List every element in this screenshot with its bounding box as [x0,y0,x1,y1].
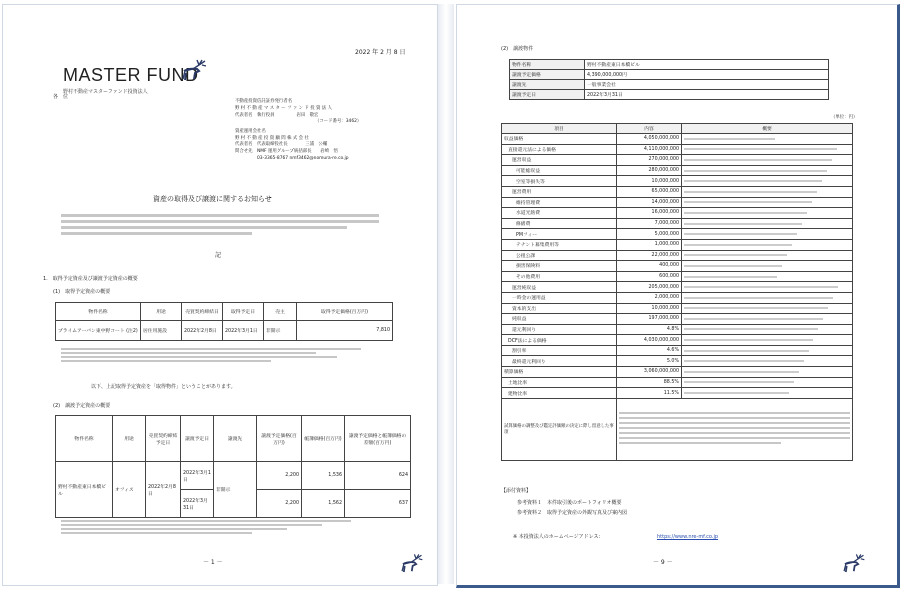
summary-label: 譲渡予定価格 [510,70,585,80]
table1-header: 用途 [141,303,182,321]
table1-header: 物件名称 [56,303,141,321]
summary-label: 譲渡予定日 [510,90,585,100]
overview-placeholder [684,159,832,161]
appraisal-overview [682,356,853,367]
appraisal-header: 概要 [682,124,853,134]
appraisal-value: 65,000,000 [617,186,682,197]
appraisal-row [502,250,853,261]
appraisal-value: 4,110,000,000 [617,144,682,155]
table2-notes [61,520,351,536]
table2-cell: 624 [345,462,411,490]
overview-placeholder [684,265,782,267]
table2-cell: 非開示 [214,462,257,518]
overview-placeholder [684,307,828,309]
appraisal-value: 3,060,000,000 [617,367,682,378]
appraisal-row [502,388,853,399]
appraisal-row [502,377,853,388]
issuer-line: 問合せ先 NMF 運用グループ統括部長 岩崎 悟 [235,149,338,155]
summary-value: 4,390,000,000円 [585,70,829,80]
appraisal-row [502,335,853,346]
appraisal-value: 22,000,000 [617,250,682,261]
appraisal-overview [682,345,853,356]
summary-value: 2022年3月31日 [585,90,829,100]
deer-logo-icon [175,57,209,87]
summary-value: 一般事業会社 [585,80,829,90]
table2-header: 譲渡予定価格と帳簿価格の差額(百万円) [345,416,411,462]
appraisal-item: PMフィー [502,229,617,240]
disposition-property-heading: (2) 譲渡物件 [501,46,534,52]
appraisal-item: 積算価格 [502,367,617,378]
overview-placeholder [684,339,813,341]
appraisal-item: 運営純収益 [502,282,617,293]
appraisal-item: 還元利回り [502,324,617,335]
appraisal-value: 2,000,000 [617,292,682,303]
overview-placeholder [684,328,818,330]
appraisal-row [502,345,853,356]
appraisal-value: 270,000,000 [617,155,682,166]
appraisal-row [502,186,853,197]
appraisal-value: 4.8% [617,324,682,335]
appraisal-value: 16,000,000 [617,208,682,219]
appraisal-overview [682,367,853,378]
appraisal-value: 14,000,000 [617,197,682,208]
appraisal-overview [682,134,853,145]
appraisal-row [502,324,853,335]
appraisal-value: 205,000,000 [617,282,682,293]
table2-cell: 1,536 [302,462,345,490]
appraisal-row [502,218,853,229]
overview-placeholder [684,318,823,320]
appraisal-item: 資本的支出 [502,303,617,314]
overview-placeholder [684,276,777,278]
appraisal-value: 5,000,000 [617,229,682,240]
appraisal-item: DCF法による価格 [502,335,617,346]
appraisal-row [502,165,853,176]
overview-placeholder [684,233,797,235]
table2-header: 譲渡先 [214,416,257,462]
appraisal-row [502,155,853,166]
table2-cell: オフィス [113,462,146,518]
appraisal-item: その他費用 [502,271,617,282]
appraisal-value: 197,000,000 [617,314,682,325]
table2-cell: 野村不動産東日本橋ビル [56,462,113,518]
table1-cell: 7,810 [297,321,393,341]
deer-footer-icon [837,551,867,579]
appraisal-item: 損害保険料 [502,261,617,272]
appraisal-value: 4.6% [617,345,682,356]
appraisal-overview [682,324,853,335]
overview-placeholder [684,254,787,256]
overview-placeholder [684,244,792,246]
document-title: 資産の取得及び譲渡に関するお知らせ [153,195,272,203]
appraisal-item: 公租公課 [502,250,617,261]
appraisal-row [502,208,853,219]
ki-heading: 記 [215,252,222,259]
table1-cell: 非開示 [264,321,297,341]
table1-header: 売主 [264,303,297,321]
table2-header: 売買契約締結予定日 [146,416,181,462]
appraisal-overview [682,303,853,314]
appraisal-row [502,303,853,314]
overview-placeholder [684,191,817,193]
homepage-label: ※ 本投資法人のホームページアドレス： [513,534,604,540]
appraisal-overview [682,186,853,197]
overview-placeholder [684,201,812,203]
appraisal-value: 4,030,000,000 [617,335,682,346]
appraisal-item: 運営収益 [502,155,617,166]
disposition-subheading: (2) 譲渡予定資産の概要 [53,403,111,409]
table2-header: 帳簿価格(百万円) [302,416,345,462]
appraisal-row [502,367,853,378]
appraisal-value: 4,050,000,000 [617,134,682,145]
page-number-right: － 9 － [653,559,673,566]
overview-placeholder [684,212,807,214]
unit-note: （単位：円） [831,115,858,120]
appraisal-overview [682,261,853,272]
issuer-line: 不動産投資信託証券発行者名 [235,99,293,104]
table1-cell: 居住用施設 [141,321,182,341]
appraisal-item: 空室等損失等 [502,176,617,187]
deer-footer-icon [395,551,425,579]
overview-placeholder [684,223,802,225]
addressee: 各 位 [53,94,69,100]
issuer-line: 野 村 不 動 産 投 資 顧 問 株 式 会 社 [235,135,309,141]
table2-cell: 2,200 [257,462,302,490]
appraisal-row [502,292,853,303]
summary-label: 譲渡先 [510,80,585,90]
appraisal-value: 600,000 [617,271,682,282]
appraisal-overview [682,388,853,399]
table2-cell: 2022年3月1日 [181,462,214,490]
appraisal-item: テナント募集費用等 [502,239,617,250]
table1-notes [61,348,361,364]
appraisal-value: 5.0% [617,356,682,367]
attachments-heading: 【添付資料】 [501,488,532,494]
appraisal-item: 割引率 [502,345,617,356]
table2-cell: 1,562 [302,490,345,518]
overview-placeholder [684,170,827,172]
homepage-link[interactable]: https://www.nre-mf.co.jp [657,534,719,540]
appraisal-overview [682,229,853,240]
appraisal-row [502,176,853,187]
table1-header: 売買契約締結日 [182,303,223,321]
appraisal-overview [682,282,853,293]
overview-placeholder [684,371,799,373]
issuer-line: 代表者名 執行役員 岩田 敬宏 [235,112,319,118]
appraisal-overview [682,239,853,250]
appraisal-overview [682,377,853,388]
overview-placeholder [684,297,833,299]
disposition-table [55,415,411,518]
appraisal-header: 項目 [502,124,617,134]
summary-label: 物件名称 [510,60,585,70]
appraisal-overview [682,335,853,346]
summary-value: 野村不動産東日本橋ビル [585,60,829,70]
acquisition-note: 以下、上記取得予定資産を「取得物件」ということがあります。 [91,384,236,390]
page-number-left: － 1 － [203,559,223,566]
page-gutter [438,4,454,584]
table2-cell: 2022年2月8日 [146,462,181,518]
overview-placeholder [684,180,822,182]
appraisal-item: 土地比率 [502,377,617,388]
overview-placeholder [684,350,809,352]
appraisal-item: 純収益 [502,314,617,325]
issuer-line: 野 村 不 動 産 マ ス タ ー フ ァ ン ド 投 資 法 人 [235,105,332,111]
appraisal-value: 88.5% [617,377,682,388]
table2-cell: 2022年3月31日 [181,490,214,518]
issuer-line: 03-3365-8767 nmf3462@nomura-re.co.jp [257,155,349,161]
overview-placeholder [684,286,838,288]
appraisal-value: 280,000,000 [617,165,682,176]
issuer-line: （コード番号：3462） [315,119,362,125]
appraisal-overview [682,271,853,282]
appraisal-item: 直接還元法による価格 [502,144,617,155]
appraisal-row [502,239,853,250]
appraisal-row [502,197,853,208]
issuer-line: 資産運用会社名 [235,128,266,134]
appraisal-row [502,261,853,272]
overview-placeholder [684,392,789,394]
table1-cell: プライムアーバン東中野コート (注2) [56,321,141,341]
acquisition-subheading: (1) 取得予定資産の概要 [53,289,111,295]
table1-header: 取得予定価格(百万円) [297,303,393,321]
appraisal-item: 一時金の運用益 [502,292,617,303]
appraisal-overview [682,218,853,229]
overview-placeholder [684,138,775,140]
appraisal-item: 可能総収益 [502,165,617,176]
overview-placeholder [684,148,837,150]
appraisal-overview [682,176,853,187]
appraisal-value: 7,000,000 [617,218,682,229]
appraisal-item: 最終還元利回り [502,356,617,367]
table2-cell: 637 [345,490,411,518]
overview-placeholder [684,360,804,362]
appraisal-item: 修繕費 [502,218,617,229]
appraisal-table [501,123,853,461]
attachment-item: 参考資料２ 取得予定資産の外観写真及び案内図 [517,510,628,516]
table1-cell: 2022年3月1日 [223,321,264,341]
section-1-heading: 1. 取得予定資産及び譲渡予定資産の概要 [43,276,138,282]
remarks-label: 試算価格の調整及び鑑定評価額の決定に際し留意した事項 [502,398,617,460]
appraisal-overview [682,292,853,303]
page-right [456,4,900,588]
appraisal-overview [682,208,853,219]
attachment-item: 参考資料１ 本件取引後のポートフォリオ概要 [517,500,622,506]
appraisal-header: 内容 [617,124,682,134]
logo-text: MASTER FUND [63,65,199,85]
appraisal-item: 建物比率 [502,388,617,399]
page-left [2,4,438,586]
table2-header: 譲渡予定価格(百万円) [257,416,302,462]
table1-header: 取得予定日 [223,303,264,321]
appraisal-overview [682,144,853,155]
table2-header: 譲渡予定日 [181,416,214,462]
appraisal-row [502,314,853,325]
appraisal-row [502,282,853,293]
appraisal-overview [682,250,853,261]
table1-cell: 2022年2月8日 [182,321,223,341]
appraisal-overview [682,197,853,208]
property-summary-table [509,59,829,100]
appraisal-row [502,144,853,155]
appraisal-value: 1,000,000 [617,239,682,250]
appraisal-row [502,271,853,282]
appraisal-row [502,229,853,240]
appraisal-row [502,134,853,145]
appraisal-item: 水道光熱費 [502,208,617,219]
acquisition-table [55,302,393,341]
remarks-text [617,398,853,460]
document-date: 2022 年 2 月 8 日 [355,49,406,56]
appraisal-item: 収益価格 [502,134,617,145]
appraisal-overview [682,155,853,166]
overview-placeholder [684,381,794,383]
issuer-block [235,100,425,161]
appraisal-value: 400,000 [617,261,682,272]
logo-subtitle: 野村不動産マスターファンド投資法人 [63,89,148,95]
issuer-line: 代表者名 代表取締役社長 三浦 公輔 [235,142,328,148]
intro-paragraph [61,214,379,238]
appraisal-item: 運営費用 [502,186,617,197]
appraisal-value: 11.5% [617,388,682,399]
table2-cell: 2,200 [257,490,302,518]
appraisal-overview [682,165,853,176]
appraisal-overview [682,314,853,325]
appraisal-value: 10,000,000 [617,303,682,314]
appraisal-item: 維持管理費 [502,197,617,208]
table2-header: 用途 [113,416,146,462]
table2-header: 物件名称 [56,416,113,462]
appraisal-value: 10,000,000 [617,176,682,187]
appraisal-row [502,356,853,367]
